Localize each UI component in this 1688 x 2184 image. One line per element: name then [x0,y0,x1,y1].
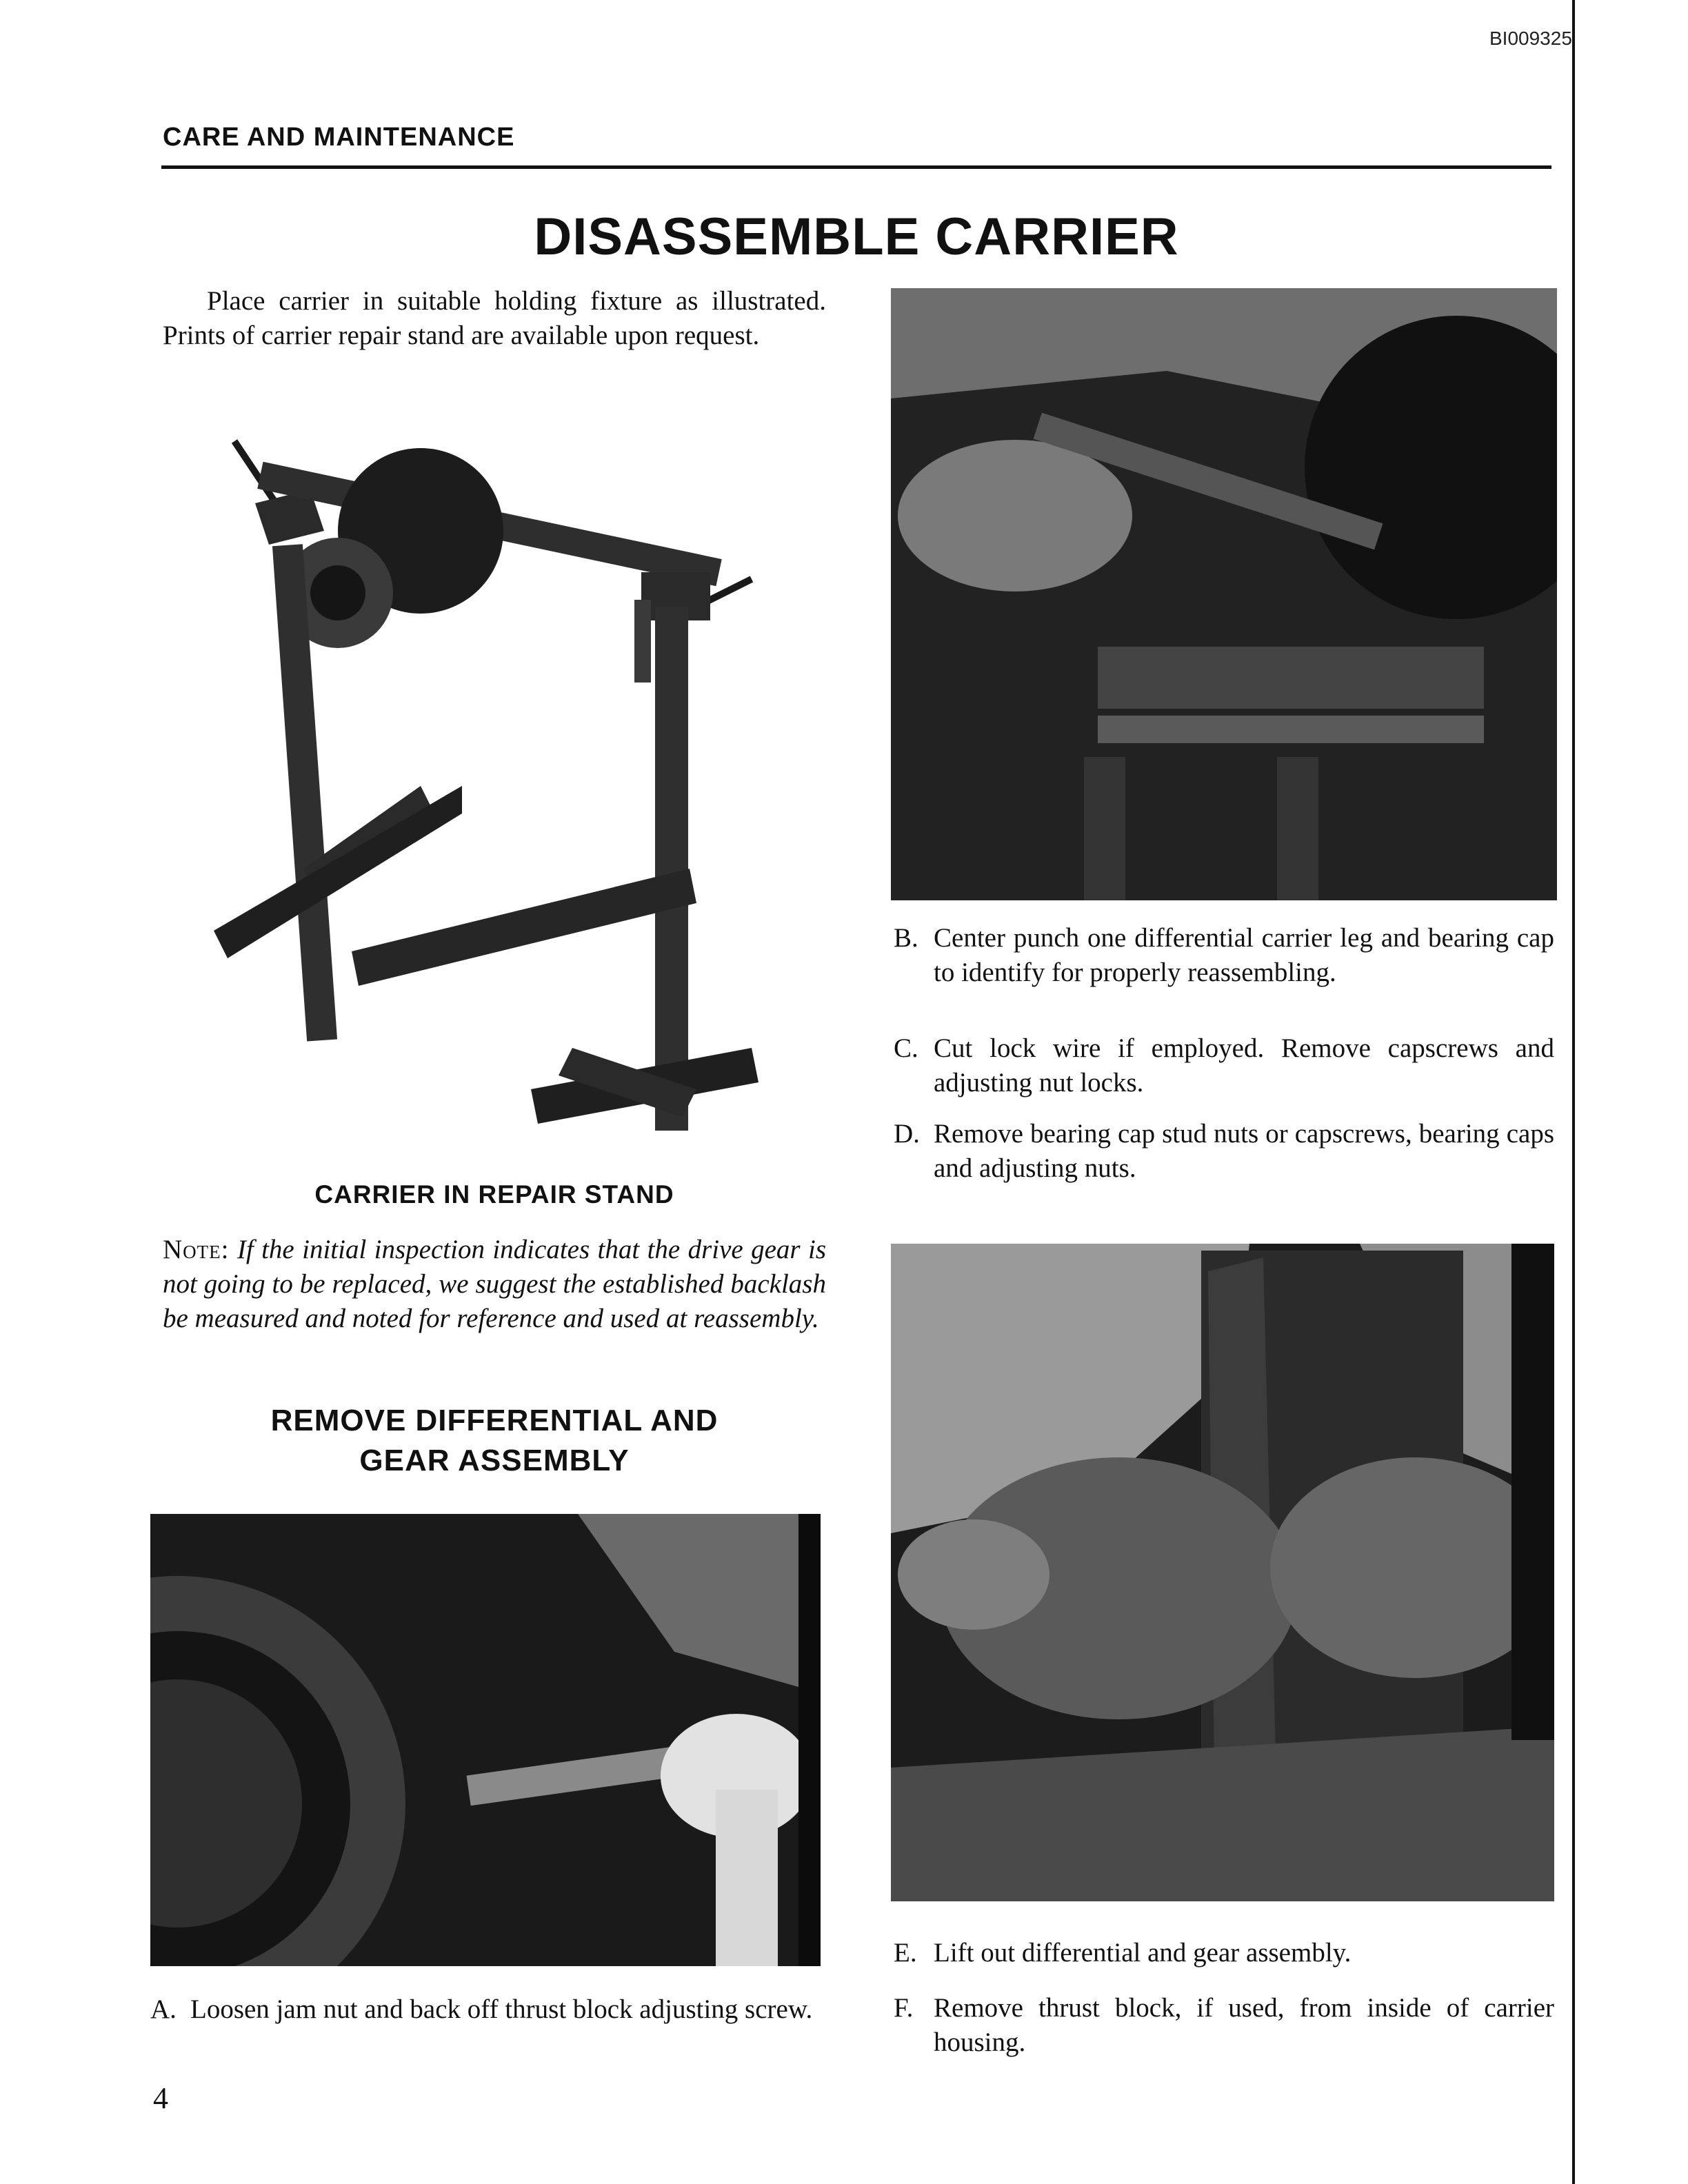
subheading-line-1: REMOVE DIFFERENTIAL AND [270,1404,719,1437]
photo-step-a [150,1514,821,1966]
step-d-letter: D. [894,1119,920,1149]
step-e-letter: E. [894,1938,917,1968]
page-number: 4 [153,2081,168,2115]
step-d [894,1117,1554,1186]
repair-stand-photo [214,427,779,1172]
step-c-letter: C. [894,1033,918,1063]
subheading-line-2: GEAR ASSEMBLY [359,1444,630,1477]
step-f-text: Remove thrust block, if used, from inside of carrier housing. [934,1993,1554,2057]
section-header: CARE AND MAINTENANCE [163,123,515,152]
step-f-letter: F. [894,1993,914,2023]
step-f [894,1991,1554,2060]
step-c [894,1031,1554,1100]
step-a [150,1992,826,2027]
step-a-letter: A. [150,1994,177,2024]
note-label: Note: [163,1235,230,1264]
step-b [894,921,1554,990]
page-title: DISASSEMBLE CARRIER [534,208,1179,266]
step-c-text: Cut lock wire if employed. Remove capscrews and adjusting nut locks. [934,1033,1554,1098]
step-e [894,1936,1554,1970]
header-rule [161,165,1551,169]
step-e-text: Lift out differential and gear assembly. [934,1938,1352,1968]
step-d-text: Remove bearing cap stud nuts or capscrews, bearing caps and adjusting nuts. [934,1119,1554,1183]
step-b-text: Center punch one differential carrier leg and bearing cap to identify for properly reassembling. [934,923,1554,987]
note-paragraph [163,1233,826,1336]
note-text: If the initial inspection indicates that the drive gear is not going to be replaced, we suggest the established backlash be measured and noted for reference and used at reassembly. [163,1235,827,1333]
photo-step-e [891,1244,1554,1901]
photo-step-b [891,288,1557,900]
page-edge-line [1572,0,1575,2184]
step-b-letter: B. [894,923,918,953]
subheading [163,1401,826,1481]
stand-caption: CARRIER IN REPAIR STAND [314,1180,674,1209]
document-id: BI009325 [1489,28,1572,49]
intro-paragraph: Place carrier in suitable holding fixture as illustrated. Prints of carrier repair stand are available upon request. [163,286,826,350]
step-a-text: Loosen jam nut and back off thrust block adjusting screw. [190,1994,813,2024]
